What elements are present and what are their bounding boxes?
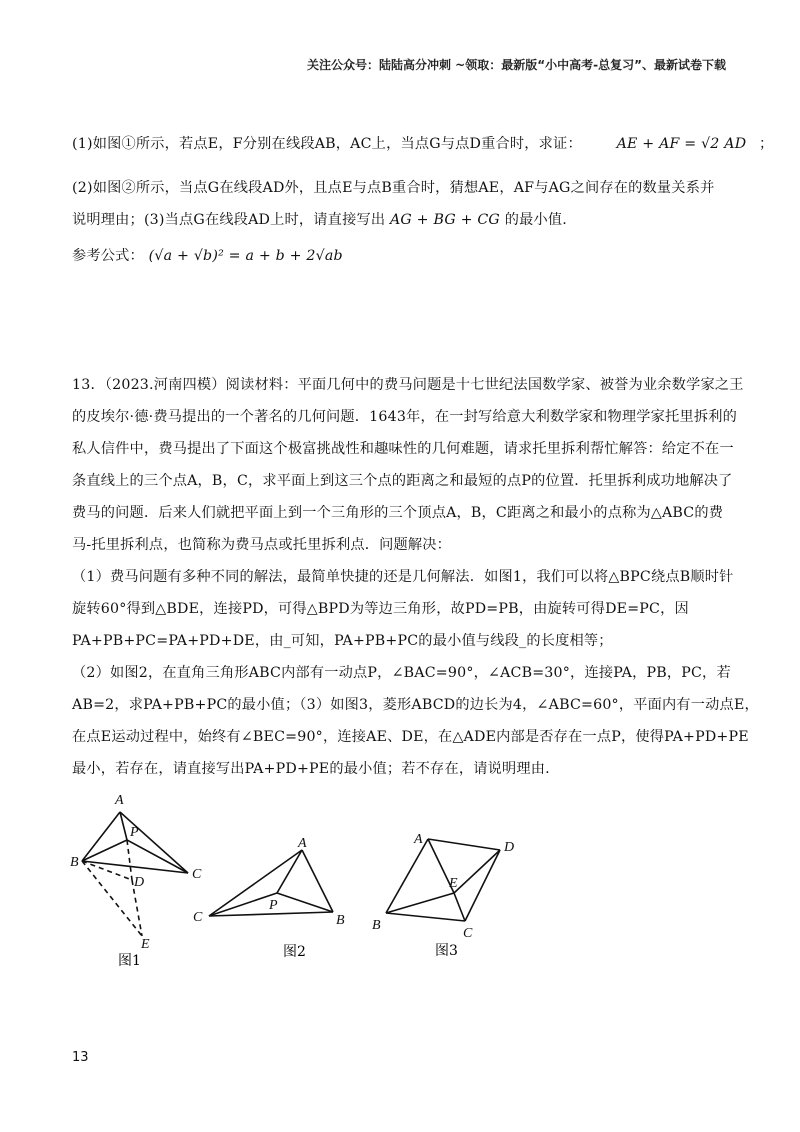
figure-3-caption: 图3 <box>435 943 458 959</box>
part1-line-1-end: ； <box>759 136 774 152</box>
segment-pb <box>82 840 127 861</box>
label-a: A <box>298 836 307 851</box>
q13-line: 的皮埃尔·德·费马提出的一个著名的几何问题．1643年，在一封写给意大利数学家和物理学家托里拆利的 <box>72 409 737 425</box>
part1-line-1-text: (1)如图①所示，若点E，F分别在线段AB，AC上，当点G与点D重合时，求证： <box>72 136 582 152</box>
label-b: B <box>372 918 381 933</box>
segment-ce <box>454 893 465 921</box>
segment-bc <box>82 861 188 873</box>
segment-bc <box>386 913 465 921</box>
label-p: P <box>269 898 278 913</box>
part1-line-4 <box>72 240 732 272</box>
segment-pd <box>127 840 132 880</box>
label-e: E <box>449 876 458 891</box>
question-13-text <box>72 369 759 785</box>
label-c: C <box>192 867 202 882</box>
figure-1-caption: 图1 <box>118 953 141 969</box>
part1-line-2: (2)如图②所示，当点G在线段AD外，且点E与点B重合时，猜想AE，AF与AG之间存在的数量关系并 <box>72 180 715 196</box>
q13-line: 13．（2023.河南四模）阅读材料：平面几何中的费马问题是十七世纪法国数学家、被誉为业余数学家之王 <box>72 377 744 393</box>
q13-line: 马-托里拆利点，也简称为费马点或托里拆利点．问题解决： <box>72 537 452 553</box>
part1-line-3 <box>72 204 732 236</box>
label-a: A <box>414 832 423 847</box>
part1-line-3-end: 的最小值. <box>504 212 567 228</box>
figure-2-caption: 图2 <box>283 944 306 960</box>
segment-ad <box>428 839 500 850</box>
segment-cd <box>465 850 500 921</box>
segment-de <box>454 850 500 893</box>
label-p: P <box>130 825 139 840</box>
q13-line: AB=2，求PA+PB+PC的最小值；（3）如图3，菱形ABCD的边长为4，∠ABC=60°，平面内有一动点E， <box>72 697 759 713</box>
segment-ca <box>209 850 302 916</box>
page-header: 关注公众号：陆陆高分冲刺 ~领取：最新版“小中高考-总复习”、最新试卷下载 <box>307 58 726 72</box>
q13-line: 最小，若存在，请直接写出PA+PD+PE的最小值；若不存在，请说明理由. <box>72 761 550 777</box>
label-c: C <box>463 926 473 941</box>
page-number: 13 <box>72 1050 89 1065</box>
label-b: B <box>336 913 345 928</box>
label-a: A <box>115 793 124 808</box>
q13-line: 私人信件中，费马提出了下面这个极富挑战性和趣味性的几何难题，请求托里拆利帮忙解答：给定不在一 <box>72 441 734 457</box>
q13-line: 条直线上的三个点A，B，C，求平面上到这三个点的距离之和最短的点P的位置．托里拆利成功地解决了 <box>72 473 733 489</box>
q13-line: PA+PB+PC=PA+PD+DE，由_可知，PA+PB+PC的最小值与线段_的长度相等； <box>72 633 613 649</box>
formula-ag-bg-cg: AG + BG + CG <box>389 212 500 228</box>
label-b: B <box>70 855 79 870</box>
reference-formula-label: 参考公式： <box>72 248 144 264</box>
label-d: D <box>134 875 145 890</box>
formula-ae-af: AE + AF = √2 AD <box>616 136 747 152</box>
previous-question-text <box>72 128 774 272</box>
label-e: E <box>141 937 150 952</box>
part1-line-1 <box>72 128 774 160</box>
q13-line: 旋转60°得到△BDE，连接PD，可得△BPD为等边三角形，故PD=PB，由旋转可得DE=PC，因 <box>72 601 689 617</box>
figure-3 <box>370 825 530 960</box>
segment-be <box>82 861 145 936</box>
q13-line: （2）如图2，在直角三角形ABC内部有一动点P，∠BAC=90°，∠ACB=30°，连接PA，PB，PC，若 <box>72 665 731 681</box>
segment-pc <box>209 893 277 916</box>
reference-formula: (√a + √b)² = a + b + 2√ab <box>148 248 343 264</box>
q13-line: 在点E运动过程中，始终有∠BEC=90°，连接AE、DE，在△ADE内部是否存在一点P，使得PA+PD+PE <box>72 729 749 745</box>
label-d: D <box>504 840 515 855</box>
q13-line: （1）费马问题有多种不同的解法，最简单快捷的还是几何解法．如图1，我们可以将△BPC绕点B顺时针 <box>72 569 734 585</box>
part1-line-3-text: 说明理由；(3)当点G在线段AD上时，请直接写出 <box>72 212 386 228</box>
label-c: C <box>193 910 203 925</box>
q13-line: 费马的问题．后来人们就把平面上到一个三角形的三个顶点A，B，C距离之和最小的点称为△ABC的费 <box>72 505 724 521</box>
segment-ab <box>82 812 120 861</box>
figure-2 <box>185 835 370 965</box>
segment-pa <box>277 850 302 893</box>
